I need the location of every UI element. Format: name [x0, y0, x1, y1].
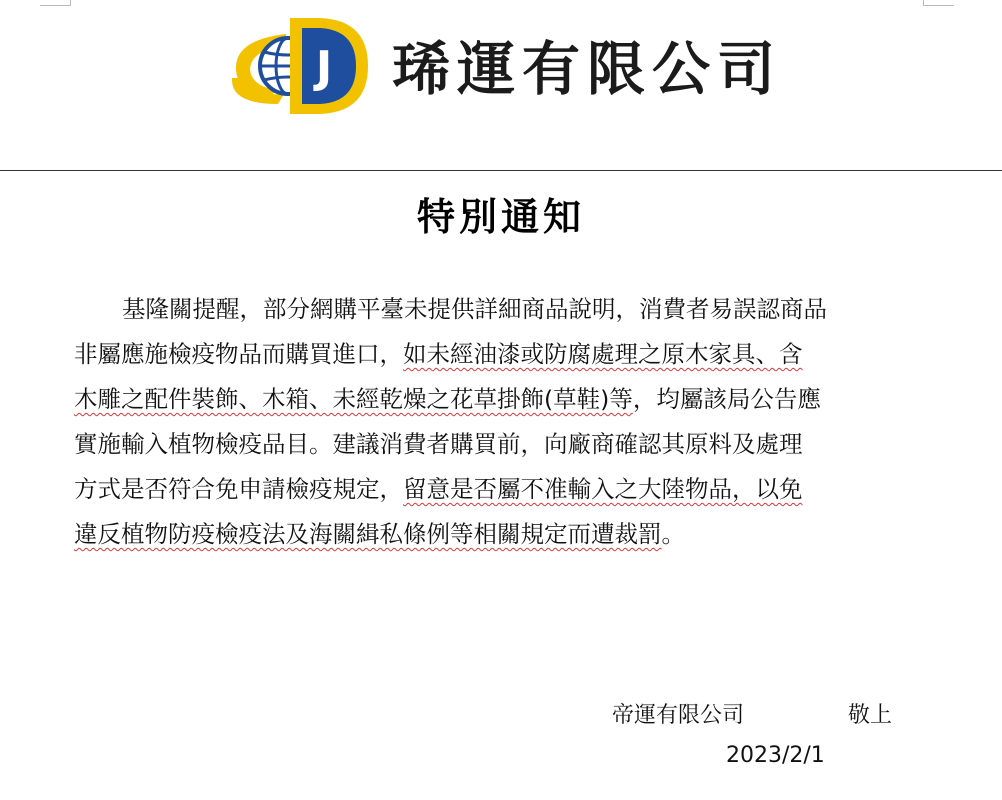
- header-divider: [0, 170, 1002, 171]
- spellcheck-underlined-text: 木雕之配件裝飾、木箱、未經乾燥之花草掛飾(草鞋)等: [74, 385, 633, 413]
- body-text-segment: ，均屬該局公告應: [632, 385, 821, 413]
- company-logo-icon: [228, 8, 373, 118]
- company-name: 琋運有限公司: [392, 35, 783, 103]
- body-text-segment: 方式是否符合免申請檢疫規定，: [74, 475, 403, 503]
- spellcheck-underlined-text: 留意是否屬不准輸入之大陸物品，以免: [403, 475, 803, 503]
- notice-body: [74, 287, 934, 557]
- body-text-segment: 非屬應施檢疫物品而購買進口，: [74, 340, 403, 368]
- notice-title: 特別通知: [416, 195, 585, 239]
- body-line: [74, 467, 934, 512]
- spellcheck-underlined-text: 違反植物防疫檢疫法及海關緝私條例等相關規定而遭裁罰: [74, 520, 662, 548]
- body-text-segment: 基隆關提醒，部分網購平臺未提供詳細商品說明，消費者易誤認商品: [122, 295, 827, 323]
- logo-letter: J: [315, 42, 333, 93]
- letterhead: [0, 0, 1002, 170]
- body-text-segment: 實施輸入植物檢疫品目。建議消費者購買前，向廠商確認其原料及處理: [74, 430, 803, 458]
- notice-date: 2023/2/1: [726, 743, 825, 768]
- spellcheck-underlined-text: 如未經油漆或防腐處理之原木家具、含: [403, 340, 803, 368]
- body-line: [74, 422, 934, 467]
- signer-name: 帝運有限公司: [612, 703, 745, 728]
- closing-salutation: 敬上: [848, 703, 893, 728]
- body-line: [74, 377, 934, 422]
- body-line: [74, 332, 934, 377]
- body-text-segment: 。: [661, 520, 685, 548]
- body-line: [74, 287, 934, 332]
- body-line: [74, 512, 934, 557]
